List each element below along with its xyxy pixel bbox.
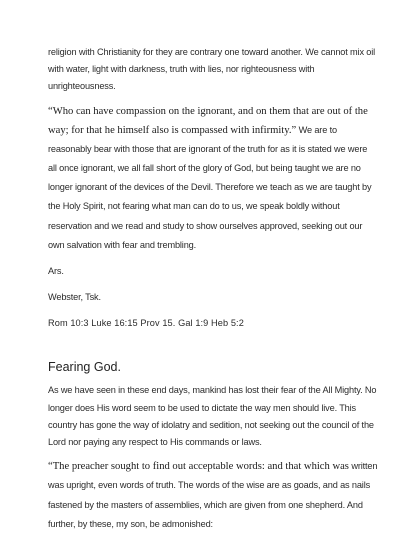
scripture-quote: “Who can have compassion on the ignorant, and on them that are out of the way; for that he himself also is compassed with infirmity.” [48, 105, 368, 136]
paragraph-compassion-body: We are to reasonably bear with those that are ignorant of the truth for as it is stated we were all once ignorant, we all fall short of the glory of God, but being taught we are no longer ignorant of the devices of the Devil. Therefore we teach as we are taught by the Holy Spirit, not fearing what man can do to us, we speak boldly without reservation and we read and study to show ourselves approved, seeking out our own salvation with fear and trembling. [48, 124, 372, 250]
scripture-references: Rom 10:3 Luke 16:15 Prov 15. Gal 1:9 Heb 5:2 [48, 318, 244, 329]
paragraph-preacher-body: written was upright, even words of truth. The words of the wise are as goads, and as nails fastened by the masters of assemblies, which are given from one shepherd. And further, by these, my son, be admonished: [48, 461, 378, 529]
page-content [48, 44, 378, 533]
signoff: Ars. [48, 266, 64, 277]
scripture-quote-preacher: “The preacher sought to find out acceptable words: and that which was [48, 461, 349, 473]
author-name: Webster, Tsk. [48, 292, 101, 303]
paragraph-continuation: religion with Christianity for they are contrary one toward another. We cannot mix oil with water, light with darkness, truth with lies, nor righteousness with unrighteousness. [48, 47, 376, 92]
paragraph-fear: As we have seen in these end days, mankind has lost their fear of the All Mighty. No longer does His word seem to be used to dictate the way men should live. This country has gone the way of idolatry and sedition, not seeking out the council of the Lord nor paying any respect to His commands or laws. [48, 385, 377, 448]
paragraph-compassion [48, 101, 378, 254]
paragraph-preacher [48, 456, 378, 533]
section-heading: Fearing God. [48, 360, 121, 375]
